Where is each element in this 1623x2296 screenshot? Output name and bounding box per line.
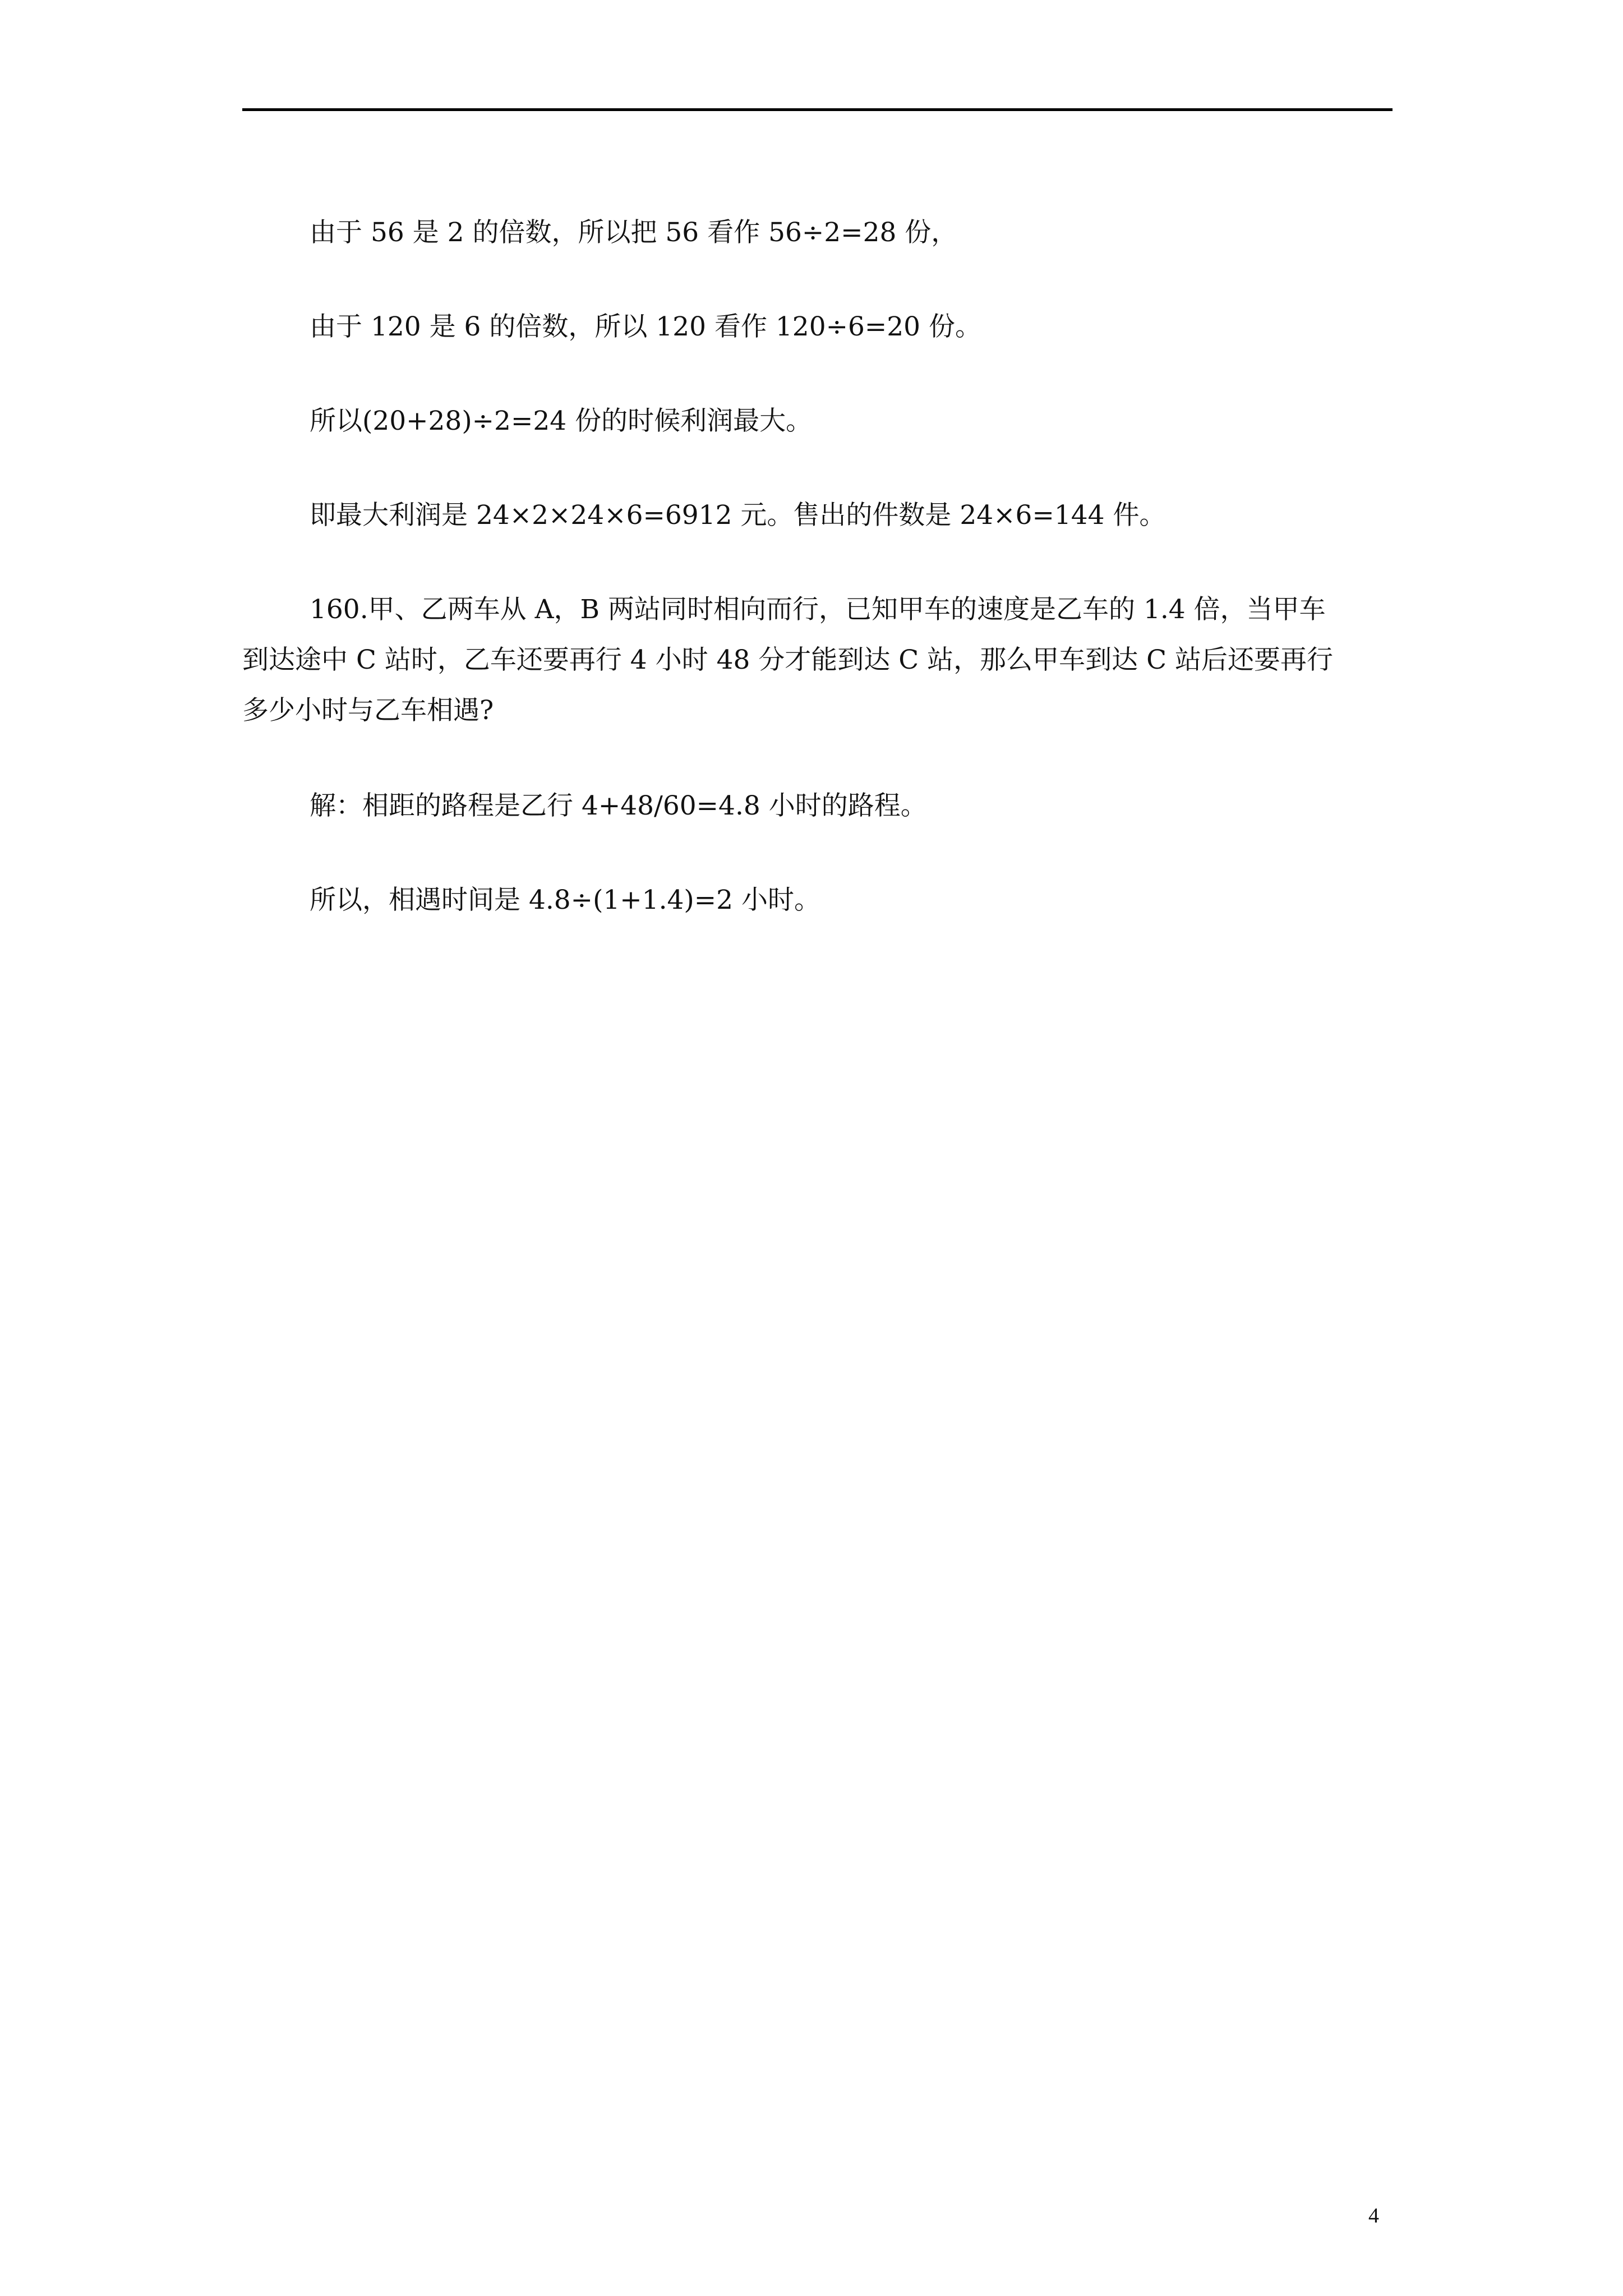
- question-160-line-3: 多少小时与乙车相遇?: [242, 695, 494, 726]
- text-line-3: 所以(20+28)÷2=24 份的时候利润最大。: [310, 406, 813, 436]
- text-line-1: 由于 56 是 2 的倍数，所以把 56 看作 56÷2=28 份，: [310, 217, 958, 248]
- page-number: 4: [1368, 2204, 1379, 2228]
- header-rule: [242, 108, 1393, 111]
- question-160-line-1: 160.甲、乙两车从 A，B 两站同时相向而行，已知甲车的速度是乙车的 1.4 倍，当甲车: [310, 594, 1326, 625]
- question-160-line-2: 到达途中 C 站时，乙车还要再行 4 小时 48 分才能到达 C 站，那么甲车到达 C 站后还要再行: [242, 645, 1333, 675]
- solution-line-1: 解：相距的路程是乙行 4+48/60=4.8 小时的路程。: [310, 790, 927, 821]
- text-line-2: 由于 120 是 6 的倍数，所以 120 看作 120÷6=20 份。: [310, 311, 982, 342]
- text-line-4: 即最大利润是 24×2×24×6=6912 元。售出的件数是 24×6=144 件。: [310, 500, 1166, 531]
- solution-line-2: 所以，相遇时间是 4.8÷(1+1.4)=2 小时。: [310, 885, 820, 915]
